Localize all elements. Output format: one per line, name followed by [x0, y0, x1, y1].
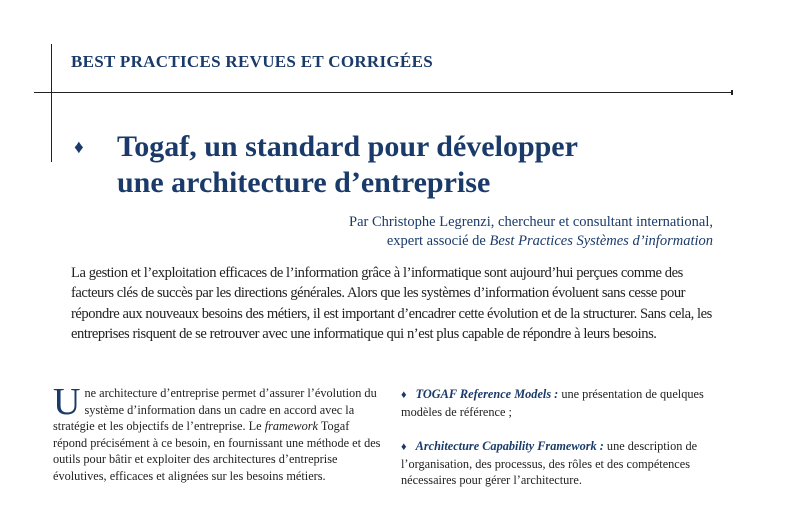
title-bullet-icon: ♦	[74, 137, 84, 158]
list-item-term: TOGAF Reference Models :	[415, 387, 559, 401]
list-item	[401, 438, 733, 489]
list-item	[401, 386, 733, 420]
section-header: BEST PRACTICES REVUES ET CORRIGÉES	[71, 52, 433, 71]
drop-cap: U	[53, 381, 81, 423]
right-column	[401, 386, 733, 507]
list-bullet-icon: ♦	[401, 389, 407, 401]
left-column-paragraph	[53, 381, 383, 484]
list-bullet-icon: ♦	[401, 441, 407, 453]
byline	[349, 213, 713, 251]
article-title	[117, 129, 737, 201]
horizontal-rule-end	[731, 90, 733, 95]
list-item-text: une présentation de quelques modèles de référence ;	[401, 387, 704, 419]
left-text-before: ne architecture d’entreprise permet d’assurer l’évolution du système d’information dans un cadre en accord avec la stratégie et les objectifs de l’entreprise. Le	[53, 386, 377, 433]
horizontal-rule	[34, 92, 732, 93]
lead-paragraph: La gestion et l’exploitation efficaces de l’information grâce à l’informatique sont aujourd’hui perçues comme des facteurs clés de succès par les directions générales. Alors que les systèmes d’information évoluent sans cesse pour répondre aux nouveaux besoins des métiers, il est important d’encadrer cette évolution et de la structurer. Sans cela, les entreprises risquent de se retrouver avec une informatique qui n’est plus capable de répondre à leurs besoins.	[71, 265, 712, 343]
title-line-2: une architecture d’entreprise	[117, 166, 491, 199]
byline-line-2-prefix: expert associé de	[386, 233, 490, 249]
list-item-term: Architecture Capability Framework :	[415, 439, 604, 453]
left-framework-word: framework	[264, 419, 318, 433]
list-item-text: une description de l’organisation, des processus, des rôles et des compétences nécessaires pour gérer l’architecture.	[401, 439, 698, 487]
byline-line-1: Par Christophe Legrenzi, chercheur et consultant international,	[349, 214, 713, 230]
left-text-after: Togaf répond précisément à ce besoin, en fournissant une méthode et des outils pour bâtir et exploiter des architectures d’entreprise évolutives, efficaces et alignées sur les besoins métiers.	[53, 419, 381, 483]
byline-publication: Best Practices Systèmes d’information	[489, 233, 713, 249]
vertical-rule	[51, 44, 52, 162]
title-line-1: Togaf, un standard pour développer	[117, 130, 578, 163]
